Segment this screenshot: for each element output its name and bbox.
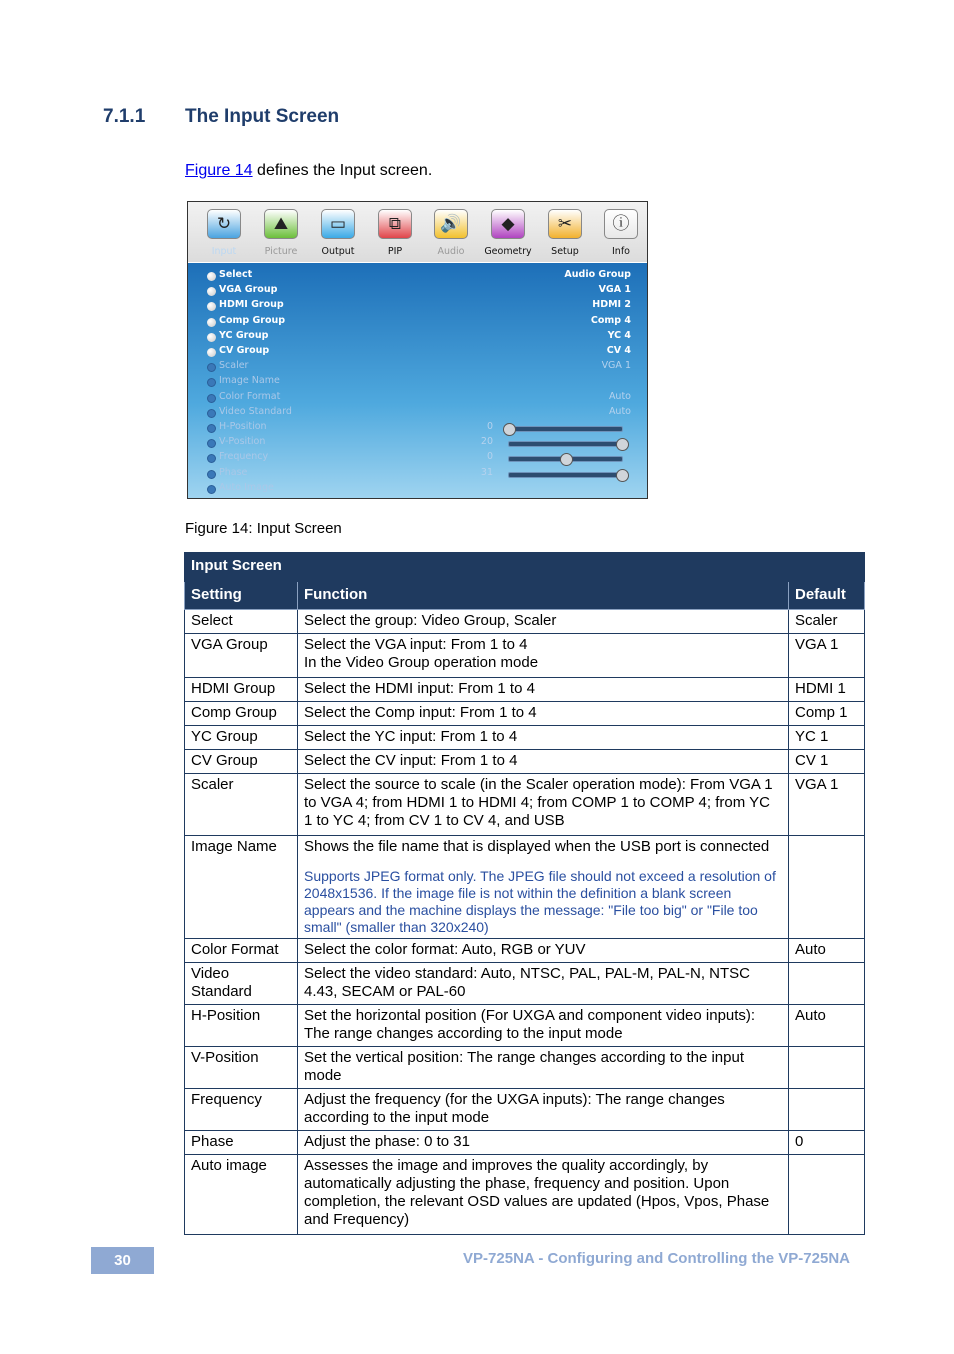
function-cell [298, 774, 789, 836]
function-text: Adjust the phase: 0 to 31 [304, 1133, 470, 1150]
osd-row-label: VGA Group [219, 284, 278, 296]
osd-slider[interactable] [508, 456, 623, 462]
setting-cell: CV Group [185, 750, 298, 774]
figure-caption: Figure 14: Input Screen [185, 520, 342, 537]
setting-cell: Comp Group [185, 702, 298, 726]
osd-row-label: V-Position [219, 436, 266, 448]
osd-row-label: Auto Image [219, 481, 274, 493]
osd-row-label: Frequency [219, 451, 269, 463]
info-icon: ⓘ [604, 209, 638, 239]
osd-row-value: HDMI 2 [592, 299, 631, 311]
osd-row[interactable] [188, 482, 647, 497]
osd-row-label: Image Name [219, 375, 280, 387]
osd-input-panel [188, 263, 647, 498]
function-cell [298, 1047, 789, 1089]
bullet-icon [207, 272, 216, 281]
header-default: Default [789, 582, 865, 610]
bullet-icon [207, 287, 216, 296]
bullet-icon [207, 333, 216, 342]
default-cell: CV 1 [789, 750, 865, 774]
table-row [185, 702, 865, 726]
function-cell [298, 702, 789, 726]
osd-tab-label: Setup [551, 246, 579, 257]
table-row [185, 836, 865, 939]
function-cell [298, 634, 789, 678]
osd-tab-info[interactable] [593, 209, 648, 261]
function-text: Select the video standard: Auto, NTSC, PAL, PAL-M, PAL-N, NTSC 4.43, SECAM or PAL-60 [304, 965, 751, 1000]
function-cell [298, 963, 789, 1005]
section-number: 7.1.1 [103, 106, 146, 127]
function-text: Shows the file name that is displayed when the USB port is connected [304, 838, 770, 855]
osd-tab-picture[interactable] [253, 209, 309, 261]
bullet-icon [207, 318, 216, 327]
osd-tab-geometry[interactable] [480, 209, 536, 261]
table-row [185, 678, 865, 702]
default-cell: Comp 1 [789, 702, 865, 726]
setting-cell: Color Format [185, 939, 298, 963]
osd-row[interactable] [188, 467, 647, 482]
osd-row-number: 0 [486, 451, 493, 463]
osd-row-value: CV 4 [606, 345, 631, 356]
bullet-icon [207, 485, 216, 494]
osd-tab-label: Audio [437, 246, 465, 257]
osd-row-value: VGA 1 [598, 284, 631, 296]
function-cell [298, 610, 789, 634]
setting-cell: Scaler [185, 774, 298, 836]
osd-row-label: YC Group [219, 329, 269, 341]
osd-tab-output[interactable] [310, 209, 366, 261]
osd-row[interactable] [188, 315, 647, 330]
osd-tab-audio[interactable] [423, 209, 479, 261]
osd-row[interactable] [188, 391, 647, 406]
bullet-icon [207, 394, 216, 403]
function-cell [298, 1131, 789, 1155]
bullet-icon [207, 363, 216, 372]
osd-row-label: H-Position [219, 421, 267, 432]
osd-row-value: VGA 1 [601, 360, 631, 372]
default-cell [789, 1047, 865, 1089]
input-screen-table [184, 552, 865, 1235]
table-row [185, 726, 865, 750]
function-text: Set the horizontal position (For UXGA and component video inputs): The range changes according to the input mode [304, 1007, 756, 1042]
function-cell [298, 836, 789, 939]
osd-row-label: Color Format [219, 390, 281, 402]
function-text: Select the Comp input: From 1 to 4 [304, 704, 537, 721]
default-cell: Auto [789, 1005, 865, 1047]
osd-row-number: 0 [486, 421, 493, 432]
intro-paragraph [185, 162, 432, 180]
function-text: Select the YC input: From 1 to 4 [304, 728, 518, 745]
table-row [185, 1155, 865, 1235]
default-cell: VGA 1 [789, 774, 865, 836]
osd-row[interactable] [188, 360, 647, 375]
table-row [185, 1131, 865, 1155]
osd-row[interactable] [188, 299, 647, 314]
table-row [185, 774, 865, 836]
osd-row[interactable] [188, 406, 647, 421]
function-text: Set the vertical position: The range changes according to the input mode [304, 1049, 745, 1084]
osd-slider[interactable] [508, 426, 623, 432]
slider-knob[interactable] [616, 469, 629, 482]
setting-cell: Image Name [185, 836, 298, 939]
function-text: Select the CV input: From 1 to 4 [304, 752, 518, 769]
table-header-row [185, 582, 865, 610]
bullet-icon [207, 454, 216, 463]
function-note: Supports JPEG format only. The JPEG file should not exceed a resolution of 2048x1536. If the image file is not within the definition a blank screen appears and the machine displays the message: "File too big" or "File too small" (smaller than 320x240) [304, 868, 776, 935]
osd-row[interactable] [188, 269, 647, 284]
slider-knob[interactable] [560, 453, 573, 466]
osd-row[interactable] [188, 436, 647, 451]
setting-cell: Video Standard [185, 963, 298, 1005]
setting-cell: Auto image [185, 1155, 298, 1235]
default-cell: Scaler [789, 610, 865, 634]
function-cell [298, 1155, 789, 1235]
osd-tab-setup[interactable] [537, 209, 593, 261]
header-setting: Setting [185, 582, 298, 610]
osd-row-value: Auto [608, 405, 631, 417]
default-cell [789, 1155, 865, 1235]
bullet-icon [207, 424, 216, 433]
setting-cell: H-Position [185, 1005, 298, 1047]
osd-row[interactable] [188, 451, 647, 466]
function-cell [298, 678, 789, 702]
osd-tab-pip[interactable] [367, 209, 423, 261]
audio-icon: 🔊 [434, 209, 468, 239]
setting-cell: HDMI Group [185, 678, 298, 702]
osd-row[interactable] [188, 345, 647, 360]
table-title: Input Screen [185, 553, 865, 582]
osd-row-number: 31 [480, 466, 493, 478]
table-row [185, 1047, 865, 1089]
table-row [185, 1005, 865, 1047]
osd-tab-label: PIP [387, 246, 403, 257]
setting-cell: VGA Group [185, 634, 298, 678]
osd-row[interactable] [188, 421, 647, 436]
osd-row-value: Audio Group [564, 269, 631, 280]
function-text: Assesses the image and improves the quality accordingly, by automatically adjusting the phase, frequency and position. Upon completion, the relevant OSD values are updated (Hpos, Vpos, Phase and Frequency) [304, 1157, 770, 1228]
bullet-icon [207, 439, 216, 448]
page-number: 30 [91, 1247, 154, 1274]
setup-icon: ✂ [548, 209, 582, 239]
table-row [185, 634, 865, 678]
default-cell: Auto [789, 939, 865, 963]
table-row [185, 750, 865, 774]
osd-tab-label: Geometry [484, 246, 532, 257]
geometry-icon: ◆ [491, 209, 525, 239]
setting-cell: Phase [185, 1131, 298, 1155]
osd-row-label: Video Standard [219, 405, 292, 417]
osd-row-label: CV Group [219, 345, 270, 356]
osd-row[interactable] [188, 284, 647, 299]
osd-row-label: Select [219, 269, 253, 280]
osd-row-value: Auto [608, 390, 631, 402]
setting-cell: Select [185, 610, 298, 634]
figure-link[interactable]: Figure 14 [185, 162, 253, 179]
osd-tab-label: Output [321, 246, 355, 257]
intro-text: defines the Input screen. [252, 162, 433, 179]
osd-row-value: YC 4 [607, 329, 631, 341]
function-text: Select the HDMI input: From 1 to 4 [304, 680, 535, 697]
slider-knob[interactable] [616, 438, 629, 451]
default-cell: HDMI 1 [789, 678, 865, 702]
table-row [185, 610, 865, 634]
osd-tab-bar [188, 202, 647, 262]
setting-cell: YC Group [185, 726, 298, 750]
function-text: Adjust the frequency (for the UXGA inputs): The range changes according to the input mode [304, 1091, 725, 1126]
function-cell [298, 1005, 789, 1047]
function-cell [298, 1089, 789, 1131]
table-title-row [185, 553, 865, 582]
osd-slider[interactable] [508, 472, 623, 478]
osd-row[interactable] [188, 330, 647, 345]
osd-row-label: Phase [219, 466, 248, 478]
section-title: The Input Screen [185, 106, 340, 127]
pip-icon: ⧉ [378, 209, 412, 239]
osd-tab-label: Picture [264, 246, 298, 257]
osd-row-value: Comp 4 [590, 314, 631, 326]
picture-icon: ⛰ [264, 209, 298, 239]
slider-knob[interactable] [503, 423, 516, 436]
table-row [185, 1089, 865, 1131]
osd-tab-input[interactable] [196, 209, 252, 261]
osd-row-label: HDMI Group [219, 299, 284, 311]
function-text: Select the source to scale (in the Scaler operation mode): From VGA 1 to VGA 4; from HDMI 1 to HDMI 4; from COMP 1 to COMP 4; from YC 1 to YC 4; from CV 1 to CV 4, and USB [304, 776, 773, 829]
function-cell [298, 750, 789, 774]
output-icon: ▭ [321, 209, 355, 239]
setting-cell: Frequency [185, 1089, 298, 1131]
table-row [185, 963, 865, 1005]
default-cell: 0 [789, 1131, 865, 1155]
function-text: Select the color format: Auto, RGB or YUV [304, 941, 586, 958]
footer-text: VP-725NA - Configuring and Controlling the VP-725NA [463, 1250, 850, 1267]
osd-row-label: Comp Group [219, 314, 286, 326]
default-cell: VGA 1 [789, 634, 865, 678]
default-cell [789, 836, 865, 939]
bullet-icon [207, 470, 216, 479]
osd-slider[interactable] [508, 441, 623, 447]
default-cell: YC 1 [789, 726, 865, 750]
bullet-icon [207, 409, 216, 418]
bullet-icon [207, 348, 216, 357]
osd-tab-label: Info [612, 246, 630, 257]
bullet-icon [207, 378, 216, 387]
default-cell [789, 963, 865, 1005]
function-text: Select the group: Video Group, Scaler [304, 612, 557, 629]
input-icon: ↻ [207, 209, 241, 239]
input-screen-figure [187, 201, 648, 499]
table-row [185, 939, 865, 963]
osd-row-label: Scaler [219, 360, 249, 372]
osd-row-number: 20 [480, 436, 493, 448]
setting-cell: V-Position [185, 1047, 298, 1089]
function-cell [298, 939, 789, 963]
default-cell [789, 1089, 865, 1131]
function-text: Select the VGA input: From 1 to 4 In the Video Group operation mode [304, 636, 539, 671]
bullet-icon [207, 302, 216, 311]
function-cell [298, 726, 789, 750]
osd-tab-label: Input [211, 246, 237, 257]
osd-row[interactable] [188, 375, 647, 390]
header-function: Function [298, 582, 789, 610]
